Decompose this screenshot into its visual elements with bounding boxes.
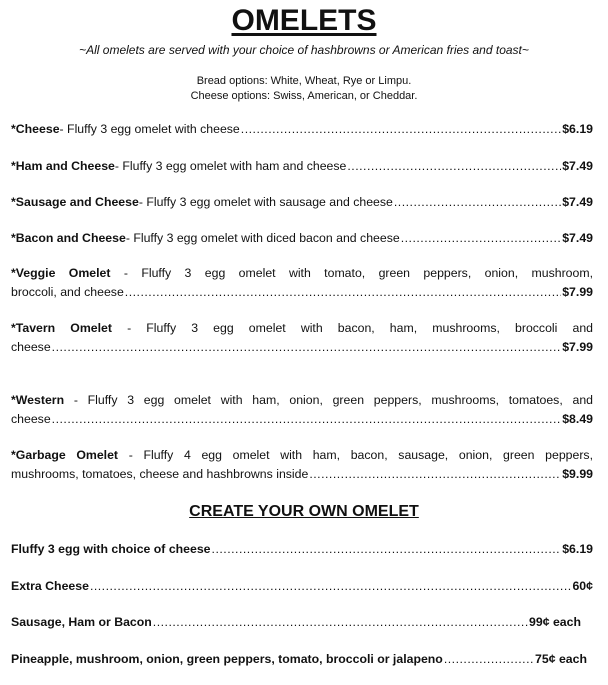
create-item: Extra Cheese ..... 60¢ [11, 577, 593, 596]
create-your-own-heading: CREATE YOUR OWN OMELET [189, 503, 419, 520]
menu-item: *Veggie Omelet - Fluffy 3 egg omelet with tomato, green peppers, onion, mushroom, broccoli, and cheese ..... $7.99 [11, 264, 593, 302]
menu-item: *Tavern Omelet - Fluffy 3 egg omelet with bacon, ham, mushrooms, broccoli and cheese ..... $7.99 [11, 319, 593, 357]
menu-item: *Western - Fluffy 3 egg omelet with ham, onion, green peppers, mushrooms, tomatoes, and cheese ..... $8.49 [11, 391, 593, 429]
menu-item: *Bacon and Cheese - Fluffy 3 egg omelet with diced bacon and cheese ..... $7.49 [11, 229, 593, 248]
menu-item: *Cheese - Fluffy 3 egg omelet with cheese ..... $6.19 [11, 120, 593, 139]
create-item: Sausage, Ham or Bacon ..... 99¢ each [11, 613, 581, 632]
create-item: Pineapple, mushroom, onion, green peppers, tomato, broccoli or jalapeno ..... 75¢ each [11, 650, 587, 669]
subtitle: ~All omelets are served with your choice of hashbrowns or American fries and toast~ [79, 43, 529, 57]
bread-options: Bread options: White, Wheat, Rye or Limpu. [196, 75, 412, 87]
cheese-options: Cheese options: Swiss, American, or Cheddar. [190, 90, 418, 102]
create-item: Fluffy 3 egg with choice of cheese ..... $6.19 [11, 540, 593, 559]
menu-item: *Ham and Cheese - Fluffy 3 egg omelet with ham and cheese ..... $7.49 [11, 157, 593, 176]
menu-item: *Garbage Omelet - Fluffy 4 egg omelet with ham, bacon, sausage, onion, green peppers, mushrooms, tomatoes, cheese and hashbrowns inside ..... $9.99 [11, 446, 593, 484]
page-title: OMELETS [231, 4, 377, 37]
menu-item: *Sausage and Cheese - Fluffy 3 egg omelet with sausage and cheese ..... $7.49 [11, 193, 593, 212]
